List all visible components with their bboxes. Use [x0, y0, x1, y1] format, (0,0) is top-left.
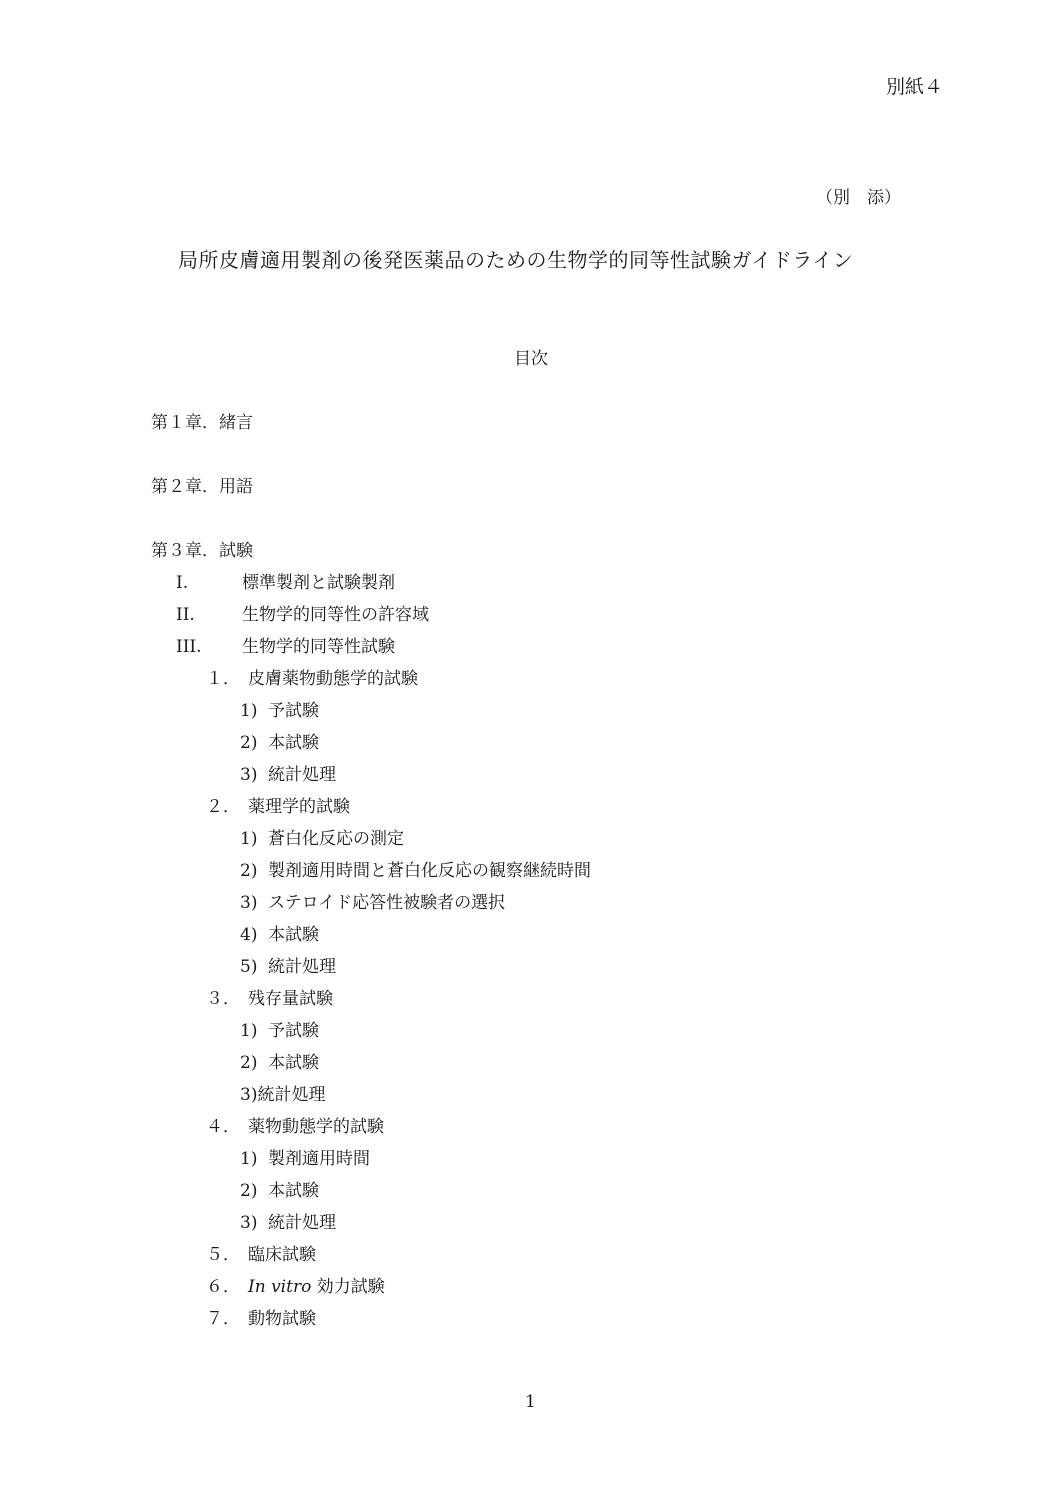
toc-subitem-number: 2): [240, 861, 258, 881]
toc-item-label-italic: In vitro: [248, 1277, 312, 1297]
toc-item-number: ４．: [206, 1117, 240, 1137]
toc-section: [176, 632, 395, 657]
toc-item: [206, 1240, 316, 1265]
toc-subitem: [240, 1208, 336, 1233]
toc-subitem-number: 4): [240, 925, 258, 945]
toc-subitem-label: 製剤適用時間と蒼白化反応の観察継続時間: [268, 861, 591, 881]
toc-subitem-label: 蒼白化反応の測定: [268, 829, 404, 849]
toc-section-number: I.: [176, 573, 189, 593]
toc-subitem-number: 1): [240, 1149, 258, 1169]
toc-subitem: [240, 1176, 319, 1201]
toc-subitem-number: 3): [240, 893, 258, 913]
toc-item-number: ３．: [206, 989, 240, 1009]
toc-subitem: [240, 824, 404, 849]
toc-section-number: III.: [176, 637, 202, 657]
toc-subitem-label: 統計処理: [268, 1213, 336, 1233]
toc-subitem-number: 3): [240, 1213, 258, 1233]
toc-subitem-label: 製剤適用時間: [268, 1149, 370, 1169]
toc-subitem-number: 1): [240, 829, 258, 849]
document-title: 局所皮膚適用製剤の後発医薬品のための生物学的同等性試験ガイドライン: [178, 248, 854, 272]
toc-subitem-number: 2): [240, 1053, 258, 1073]
toc-item: [206, 1304, 316, 1329]
toc-item-number: １．: [206, 669, 240, 689]
toc-section: [176, 600, 429, 625]
toc-subitem-label: 予試験: [268, 1021, 319, 1041]
toc-chapter-2: 第２章．用語: [151, 477, 253, 497]
toc-subitem-label: 本試験: [268, 925, 319, 945]
toc-subitem: [240, 856, 591, 881]
toc-subitem: [240, 728, 319, 753]
toc-item-label: 薬理学的試験: [248, 797, 350, 817]
toc-item: [206, 664, 418, 689]
toc-subitem-number: 3): [240, 765, 258, 785]
toc-subitem: [240, 696, 319, 721]
toc-section-label: 生物学的同等性の許容域: [242, 605, 429, 625]
toc-subitem: [240, 1144, 370, 1169]
toc-item: [206, 1272, 385, 1297]
toc-heading: 目次: [514, 349, 548, 369]
toc-item: [206, 984, 333, 1009]
toc-item-number: ７．: [206, 1309, 240, 1329]
toc-item-label: 残存量試験: [248, 989, 333, 1009]
toc-section-label: 標準製剤と試験製剤: [242, 573, 395, 593]
toc-subitem-number: 1): [240, 1021, 258, 1041]
toc-subitem-label: 本試験: [268, 733, 319, 753]
annex-label: （別 添）: [816, 188, 901, 208]
toc-section-number: II.: [176, 605, 195, 625]
toc-subitem: [240, 1048, 319, 1073]
toc-subitem-number: 2): [240, 733, 258, 753]
toc-subitem-label: 本試験: [268, 1053, 319, 1073]
toc-subitem-label: 予試験: [268, 701, 319, 721]
toc-item: [206, 792, 350, 817]
toc-item: [206, 1112, 384, 1137]
toc-item-number: ２．: [206, 797, 240, 817]
toc-subitem: [240, 888, 505, 913]
toc-section-label: 生物学的同等性試験: [242, 637, 395, 657]
toc-section: [176, 568, 395, 593]
toc-item-number: ５．: [206, 1245, 240, 1265]
toc-chapter-1: 第１章．緒言: [151, 413, 253, 433]
toc-subitem: 3)統計処理: [240, 1085, 326, 1105]
toc-item-label: 薬物動態学的試験: [248, 1117, 384, 1137]
toc-subitem-number: 5): [240, 957, 258, 977]
page-number: 1: [525, 1392, 536, 1412]
toc-subitem-number: 1): [240, 701, 258, 721]
toc-subitem-label: ステロイド応答性被験者の選択: [268, 893, 506, 913]
toc-subitem: [240, 920, 319, 945]
toc-item-label: 動物試験: [248, 1309, 316, 1329]
toc-item-label: 皮膚薬物動態学的試験: [248, 669, 418, 689]
toc-subitem-number: 2): [240, 1181, 258, 1201]
toc-chapter-3: 第３章．試験: [151, 541, 253, 561]
toc-subitem: [240, 1016, 319, 1041]
toc-subitem-label: 統計処理: [268, 765, 336, 785]
toc-subitem: [240, 952, 336, 977]
attachment-label: 別紙４: [885, 76, 943, 98]
toc-subitem: [240, 760, 336, 785]
toc-subitem-label: 本試験: [268, 1181, 319, 1201]
toc-item-label: 臨床試験: [248, 1245, 316, 1265]
toc-item-number: ６．: [206, 1277, 240, 1297]
toc-item-label: 効力試験: [311, 1277, 385, 1297]
toc-subitem-label: 統計処理: [268, 957, 336, 977]
